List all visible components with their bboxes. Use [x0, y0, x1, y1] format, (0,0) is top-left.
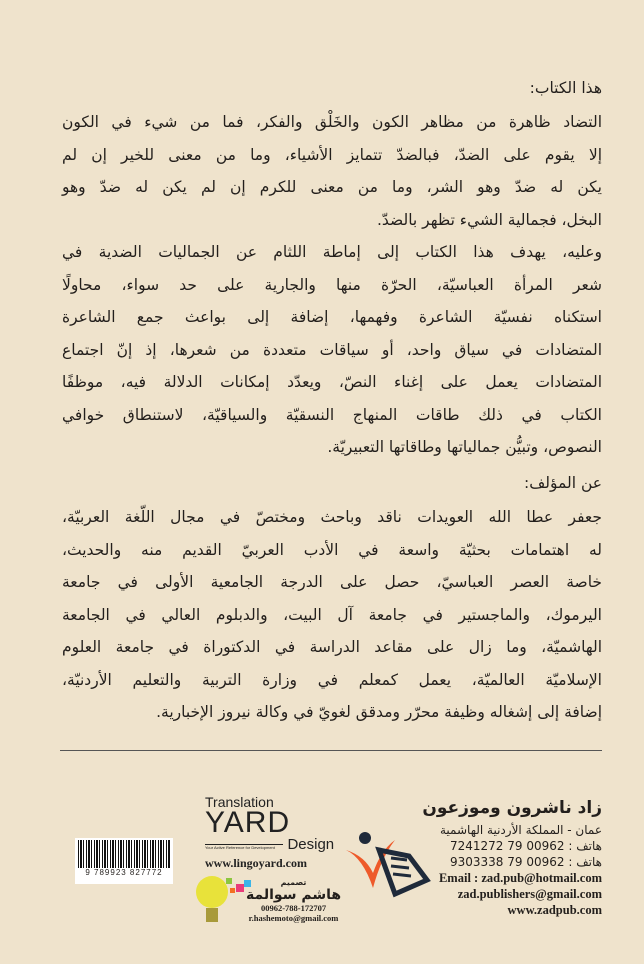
publisher-name: زاد ناشرون وموزعون: [422, 798, 602, 818]
about-author-section: [62, 465, 602, 729]
translation-website: www.lingoyard.com: [205, 856, 307, 870]
text-line: الهاشميّة، وما زال على مقاعد الدراسة في الدكتوراة في جامعة العلوم: [62, 638, 602, 656]
publisher-email: Email : zad.pub@hotmail.com: [438, 871, 602, 885]
text-line: المتضادات في سياق واحد، أو سياقات متعددة من شعرها، إذ إنّ اجتماع: [62, 340, 602, 359]
text-line: جعفر عطا الله العويدات ناقد وباحث ومختصّ في مجال اللّغة العربيّة،: [62, 508, 602, 526]
text-line: البخل، فجمالية الشيء تظهر بالضدّ.: [376, 210, 602, 229]
text-line: الإسلاميّة العالميّة، يعمل كمعلم في وزارة التربية والتعليم الأردنيّة،: [62, 670, 602, 689]
divider: [60, 750, 602, 751]
about-book-section: [62, 70, 602, 464]
publisher-logo-icon: [343, 828, 433, 898]
logo-text: Design: [287, 836, 335, 853]
text-line: يكن له ضدّ وهو الشر، وما من معنى للكرم إن لم يكن له ضدّ وهو: [62, 178, 602, 196]
designer-phone: 00962-788-172707: [260, 903, 327, 913]
text-line: له اهتمامات بحثيّة واسعة في الأدب العربيّ القديم منه والحديث،: [62, 540, 602, 559]
publisher-email: zad.publishers@gmail.com: [457, 887, 602, 901]
logo-text: YARD: [205, 806, 291, 839]
author-heading: عن المؤلف:: [524, 474, 602, 492]
logo-text: Translation: [205, 794, 274, 810]
about-heading: هذا الكتاب:: [529, 79, 602, 97]
text-line: استكناه نفسيّة الشاعرة وفهمها، إضافة إلى بواعث جمع الشاعرة: [62, 308, 602, 326]
publisher-info: [422, 800, 602, 918]
text-line: التضاد ظاهرة من مظاهر الكون والخَلْق والفكر، فما من شيء في الكون: [62, 113, 602, 131]
designer-name: هاشم سوالمة: [246, 887, 342, 903]
text-line: الكتاب في ذلك طاقات المنهاج النسقيّة والسياقيّة، لاستنطاق خوافي: [62, 405, 602, 424]
designer-label: تصميم: [280, 878, 307, 887]
text-line: خاصة العصر العباسيّ، حصل على الدرجة الجامعية الأولى في جامعة: [62, 573, 602, 591]
publisher-phone: هاتف : 00962 79 9303338: [450, 855, 602, 869]
publisher-phone: هاتف : 00962 79 7241272: [450, 839, 602, 853]
text-line: اليرموك، والماجستير في جامعة آل البيت، والدبلوم العالي في الجامعة: [62, 605, 602, 624]
publisher-website: www.zadpub.com: [507, 903, 602, 917]
designer-credit: [246, 878, 341, 923]
publisher-address: عمان - المملكة الأردنية الهاشمية: [440, 823, 602, 837]
text-line: النصوص، وتبيُّن جمالياتها وطاقاتها التعبيريّة.: [327, 438, 602, 456]
text-line: إلا يقوم على الضدّ، فبالضدّ تتمايز الأشياء، وما من معنى للخير إن لم: [62, 145, 602, 164]
designer-email: r.hashemoto@gmail.com: [248, 913, 339, 923]
text-line: وعليه، يهدف هذا الكتاب إلى إماطة اللثام عن الجماليات الضدية في: [62, 243, 602, 261]
translation-yard-logo: [205, 794, 334, 871]
logo-tagline: Your Active Reference for Development: [205, 844, 283, 850]
isbn-barcode: [75, 838, 173, 884]
text-line: إضافة إلى إشغاله وظيفة محرّر ومدقق لغويّ في وكالة نيروز الإخبارية.: [156, 703, 602, 721]
text-line: شعر المرأة العباسيّة، الحرّة منها والجارية على حد سواء، محاولًا: [62, 275, 602, 294]
text-line: المتضادات يعمل على إغناء النصّ، ويعدّد إمكانات الدلالة فيه، موظفًا: [62, 373, 602, 391]
isbn-number: 9 789923 827772: [85, 868, 163, 877]
